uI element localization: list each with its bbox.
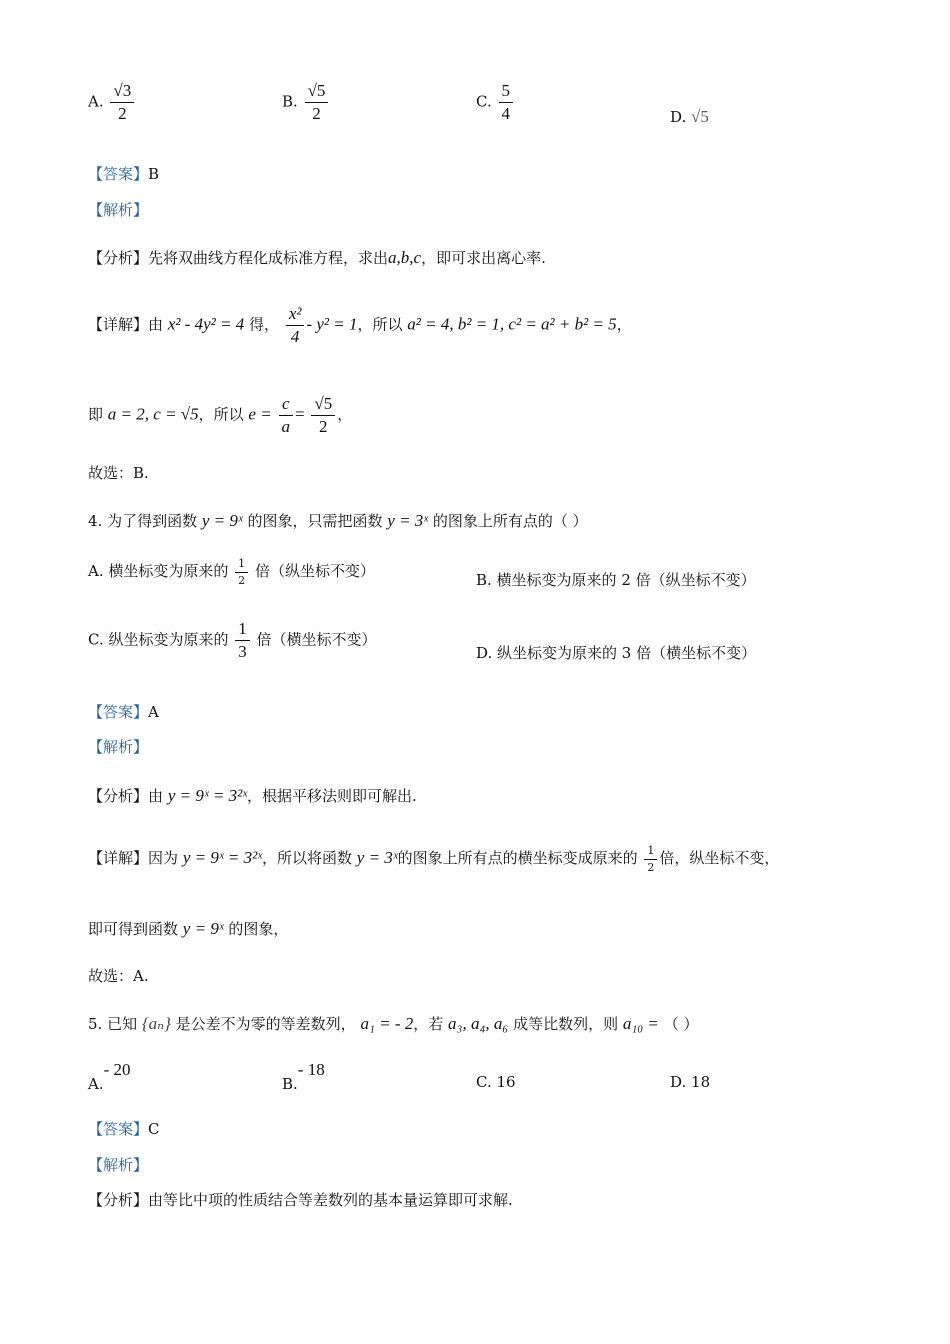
math-equation: a₁₀ = bbox=[622, 1014, 659, 1033]
math-vars: a,b,c bbox=[388, 248, 422, 267]
denominator: 2 bbox=[647, 860, 655, 874]
q3-conclusion: 故选：B. bbox=[88, 464, 149, 482]
math-equation: y = 9ˣ bbox=[201, 511, 243, 530]
option-label: B. bbox=[282, 1075, 298, 1093]
denominator: 2 bbox=[319, 416, 328, 436]
option-label: C. bbox=[476, 92, 492, 111]
option-tail: 倍（纵坐标不变） bbox=[254, 562, 375, 581]
denominator: 2 bbox=[238, 573, 246, 587]
q5-option-c: C. 16 bbox=[476, 1073, 516, 1091]
denominator: a bbox=[281, 416, 290, 436]
q3-option-c bbox=[476, 82, 515, 123]
answer-tag: 【答案】 bbox=[88, 1120, 149, 1138]
q4-option-c bbox=[88, 620, 377, 661]
denominator: 2 bbox=[312, 103, 321, 123]
text: ，所以将函数 bbox=[262, 849, 353, 868]
denominator: 3 bbox=[238, 641, 247, 661]
q4-detail bbox=[88, 845, 779, 873]
numerator: √5 bbox=[305, 82, 329, 103]
text: 4. 为了得到函数 bbox=[88, 512, 198, 530]
text: 成等比数列，则 bbox=[513, 1015, 619, 1033]
math-equation: a² = 4, b² = 1, c² = a² + b² = 5 bbox=[407, 314, 617, 334]
q3-detail-line2 bbox=[88, 395, 352, 436]
text: 的图象上所有点的横坐标变成原来的 bbox=[397, 849, 638, 868]
option-label: A. bbox=[88, 92, 104, 111]
q4-conclusion: 故选：A. bbox=[88, 967, 149, 985]
denominator: 2 bbox=[118, 103, 127, 123]
q5-option-a bbox=[88, 1060, 131, 1093]
q4-stem bbox=[88, 512, 588, 529]
math-equation: - y² = 1 bbox=[306, 314, 358, 334]
answer-tag: 【答案】 bbox=[88, 165, 149, 183]
text: （ ） bbox=[663, 1015, 699, 1033]
q4-analysis-tag: 【解析】 bbox=[88, 738, 149, 756]
math-equation: y = 3ˣ bbox=[387, 511, 429, 530]
fenxi-tag: 【分析】 bbox=[88, 1191, 149, 1209]
math-equation: y = 9ˣ = 3²ˣ bbox=[182, 848, 262, 868]
fraction bbox=[311, 395, 335, 436]
q5-analysis-tag: 【解析】 bbox=[88, 1156, 149, 1174]
text: 由 bbox=[148, 315, 164, 334]
q3-option-b bbox=[282, 82, 330, 123]
q3-detail bbox=[88, 305, 632, 346]
option-label: A. 横坐标变为原来的 bbox=[88, 562, 229, 581]
text: 的图象上所有点的（ ） bbox=[432, 512, 588, 530]
option-value: √5 bbox=[691, 107, 709, 126]
math-sequence: {aₙ} bbox=[141, 1014, 171, 1033]
denominator: 4 bbox=[501, 103, 510, 123]
detail-tag: 【详解】 bbox=[88, 315, 149, 334]
q5-answer bbox=[88, 1122, 160, 1137]
option-label: C. 纵坐标变为原来的 bbox=[88, 630, 229, 649]
math-equation: y = 9ˣ = 3²ˣ bbox=[167, 786, 247, 805]
text: ，若 bbox=[413, 1015, 444, 1033]
q5-stem bbox=[88, 1015, 698, 1032]
q3-option-a bbox=[88, 82, 136, 123]
numerator: 1 bbox=[644, 845, 657, 860]
q5-option-b bbox=[282, 1060, 325, 1093]
fenxi-tag: 【分析】 bbox=[88, 787, 149, 805]
q5-fenxi bbox=[88, 1193, 513, 1208]
text: 由 bbox=[148, 787, 164, 805]
math-equation: a = 2, c = √5 bbox=[107, 404, 199, 424]
q3-option-d bbox=[670, 108, 709, 125]
text: 因为 bbox=[148, 849, 179, 868]
answer-value: A bbox=[148, 703, 159, 721]
fenxi-tail: ，即可求出离心率. bbox=[421, 249, 546, 267]
text: ， bbox=[616, 315, 632, 334]
fraction bbox=[278, 395, 293, 436]
fenxi-tag: 【分析】 bbox=[88, 249, 149, 267]
fenxi-text: 先将双曲线方程化成标准方程，求出 bbox=[148, 249, 389, 267]
numerator: √3 bbox=[110, 82, 134, 103]
answer-value: B bbox=[148, 165, 160, 183]
option-label: A. bbox=[88, 1075, 104, 1093]
numerator: √5 bbox=[311, 395, 335, 416]
text: 即可得到函数 bbox=[88, 920, 179, 938]
math-equation: x² - 4y² = 4 bbox=[167, 314, 245, 334]
text: 是公差不为零的等差数列， bbox=[175, 1015, 356, 1033]
text: 的图象， bbox=[228, 920, 289, 938]
q3-fenxi bbox=[88, 249, 546, 266]
text: 得， bbox=[249, 315, 280, 334]
option-tail: 倍（横坐标不变） bbox=[256, 630, 377, 649]
fraction bbox=[305, 82, 329, 123]
q4-detail-line2 bbox=[88, 920, 288, 937]
option-value: - 20 bbox=[103, 1060, 131, 1079]
math-equation: a₁ = - 2 bbox=[360, 1014, 414, 1033]
text: ，所以 bbox=[198, 405, 244, 424]
option-value: - 18 bbox=[297, 1060, 325, 1079]
fraction bbox=[286, 305, 305, 346]
q4-option-a bbox=[88, 558, 375, 586]
text: 倍，纵坐标不变， bbox=[659, 849, 780, 868]
option-label: B. bbox=[282, 92, 298, 111]
q3-answer bbox=[88, 167, 159, 182]
math-equation: a₃, a₄, a₆ bbox=[448, 1014, 509, 1033]
q3-analysis-tag: 【解析】 bbox=[88, 201, 149, 219]
text: ，所以 bbox=[357, 315, 403, 334]
text: 的图象，只需把函数 bbox=[247, 512, 383, 530]
text: 即 bbox=[88, 405, 104, 424]
numerator: 1 bbox=[235, 558, 248, 573]
fraction bbox=[235, 620, 250, 661]
math-equation: y = 9ˣ bbox=[182, 919, 224, 938]
text: ， bbox=[337, 405, 353, 424]
fraction bbox=[110, 82, 134, 123]
answer-tag: 【答案】 bbox=[88, 703, 149, 721]
detail-tag: 【详解】 bbox=[88, 849, 149, 868]
text: ，根据平移法则即可解出. bbox=[247, 787, 417, 805]
answer-value: C bbox=[148, 1120, 160, 1138]
q4-answer bbox=[88, 705, 159, 720]
numerator: x² bbox=[286, 305, 305, 326]
denominator: 4 bbox=[290, 326, 300, 346]
fraction bbox=[644, 845, 657, 873]
fraction bbox=[499, 82, 514, 123]
q5-option-d: D. 18 bbox=[670, 1073, 711, 1091]
numerator: c bbox=[279, 395, 293, 416]
math-equation: e = bbox=[248, 404, 272, 424]
q4-fenxi bbox=[88, 787, 417, 804]
text: 5. 已知 bbox=[88, 1015, 138, 1033]
numerator: 1 bbox=[235, 620, 250, 641]
math-sign: = bbox=[294, 404, 305, 424]
math-equation: y = 3ˣ bbox=[356, 848, 398, 868]
fenxi-text: 由等比中项的性质结合等差数列的基本量运算即可求解. bbox=[148, 1191, 513, 1209]
option-label: D. bbox=[670, 108, 687, 126]
numerator: 5 bbox=[499, 82, 514, 103]
q4-option-b: B. 横坐标变为原来的 2 倍（纵坐标不变） bbox=[476, 571, 756, 589]
q4-option-d: D. 纵坐标变为原来的 3 倍（横坐标不变） bbox=[476, 644, 757, 662]
fraction bbox=[235, 558, 248, 586]
